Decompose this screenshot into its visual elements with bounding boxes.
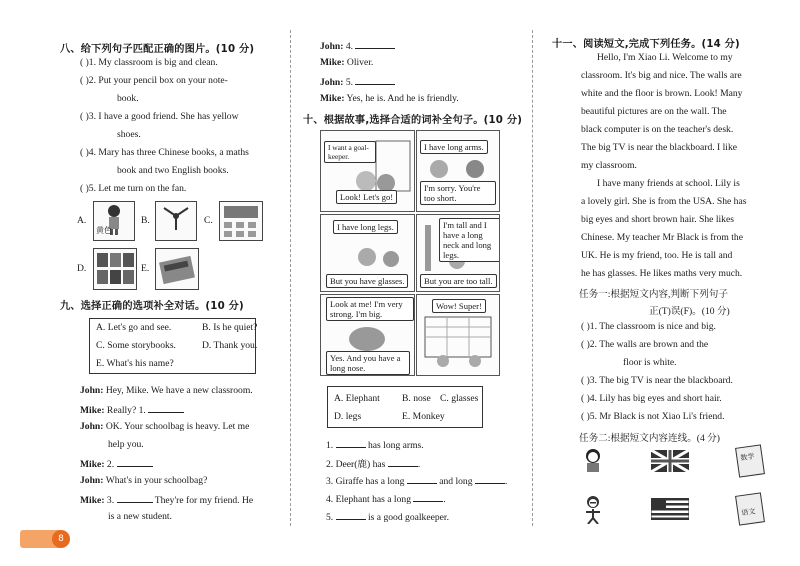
chinese-book-icon (735, 492, 765, 525)
word-a: A. Elephant (334, 393, 380, 404)
girl-yellow-shoes-image (93, 201, 135, 241)
para1-line-7: my classroom. (581, 160, 637, 171)
dialog-text: 5. (343, 77, 354, 88)
sec8-item-4-cont: book and two English books. (117, 165, 229, 176)
bubble-long-legs: I have long legs. (333, 220, 398, 234)
fill-text: . (504, 476, 508, 487)
speaker: Mike: (320, 57, 345, 68)
dialog-line-6 (80, 493, 253, 506)
page-number: 8 (52, 530, 70, 548)
fill-text: 3. Giraffe has a long (326, 476, 407, 487)
dialog-text: Oliver. (344, 57, 374, 68)
task1-item-1: ( )1. The classroom is nice and big. (581, 321, 716, 332)
bubble-long-arms: I have long arms. (420, 140, 488, 154)
para2-line-2: a lovely girl. She is from the USA. She has (581, 196, 747, 207)
para1-line-4: beautiful pictures are on the wall. The (581, 106, 727, 117)
dialog-line-3-cont: help you. (108, 439, 144, 450)
fill-text: 2. Deer(鹿) has (326, 459, 388, 470)
speaker: John: (80, 385, 104, 396)
para1-line-6: The big TV is near the blackboard. I like (581, 142, 738, 153)
task1-item-2-cont: floor is white. (623, 357, 677, 368)
sec8-item-3: ( )3. I have a good friend. She has yellow (80, 111, 239, 122)
dialog-text: What's in your schoolbag? (103, 475, 208, 486)
speaker: John: (320, 41, 344, 52)
fill-blank-3a[interactable] (407, 474, 437, 484)
mid-dialog-2 (320, 57, 373, 68)
bubble-too-tall: But you are too tall. (420, 274, 497, 288)
dialog-line-5 (80, 475, 207, 486)
sec8-item-5: ( )5. Let me turn on the fan. (80, 183, 187, 194)
fill-text: 1. (326, 440, 336, 451)
sec8-item-3-cont: shoes. (117, 129, 141, 140)
para1-line-3: white and the floor is brown. Look! Many (581, 88, 743, 99)
section-9-title: 九、选择正确的选项补全对话。(10 分) (60, 301, 244, 312)
maths-book-icon (735, 444, 765, 477)
word-bank-box (327, 386, 483, 428)
task1-item-3: ( )3. The big TV is near the blackboard. (581, 375, 733, 386)
fill-blank-5[interactable] (336, 510, 366, 520)
mid-dialog-3 (320, 75, 395, 88)
speaker: Mike: (80, 405, 105, 416)
column-divider-right (532, 30, 533, 526)
maths-book-label: 数学 (739, 452, 755, 463)
section-11-title: 十一、阅读短文,完成下列任务。(14 分) (552, 39, 740, 50)
pencil-box-notebook-image (155, 248, 199, 290)
pic-label-a: A. (77, 215, 87, 226)
fill-text: is a good goalkeeper. (365, 512, 449, 523)
fan-image (155, 201, 197, 241)
answer-blank-5[interactable] (355, 75, 395, 85)
bubble-strong: Look at me! I'm very strong. I'm big. (326, 297, 414, 321)
para1-line-5: black computer is on the teacher's desk. (581, 124, 734, 135)
column-divider-left (290, 30, 291, 526)
option-a: A. Let's go and see. (96, 322, 172, 333)
fill-text: 5. (326, 512, 336, 523)
dialog-text: 2. (104, 459, 115, 470)
word-d: D. legs (334, 411, 362, 422)
comic-panel-1 (320, 130, 415, 212)
fill-text: . (443, 494, 446, 505)
answer-blank-4[interactable] (355, 39, 395, 49)
books-image (93, 248, 137, 290)
bubble-too-short: I'm sorry. You're too short. (420, 181, 496, 205)
comic-panel-2 (416, 130, 500, 212)
para1-line-1: Hello, I'm Xiao Li. Welcome to my (597, 52, 733, 63)
para2-line-5: UK. He is my friend, too. He is tall and (581, 250, 733, 261)
bubble-long-nose: Yes. And you have a long nose. (326, 351, 410, 375)
word-b: B. nose (402, 393, 431, 404)
fill-text: and long (436, 476, 475, 487)
uk-flag-icon (651, 450, 689, 472)
bubble-goalkeeper: I want a goal-keeper. (324, 141, 376, 163)
mid-dialog-1 (320, 39, 395, 52)
para2-line-4: Chinese. My teacher Mr Black is from the (581, 232, 743, 243)
dialog-text: They're for my friend. He (152, 495, 254, 506)
teacher-mr-black-icon (580, 494, 606, 524)
comic-panel-5 (320, 294, 415, 376)
sec8-item-2: ( )2. Put your pencil box on your note- (80, 75, 228, 86)
classroom-image (219, 201, 263, 241)
answer-blank-1[interactable] (148, 403, 184, 413)
dialog-text: 4. (343, 41, 354, 52)
pic-label-b: B. (141, 215, 150, 226)
task1-item-5: ( )5. Mr Black is not Xiao Li's friend. (581, 411, 725, 422)
para2-line-3: big eyes and short brown hair. She likes (581, 214, 734, 225)
chinese-book-label: 语文 (740, 507, 756, 518)
dialog-line-4 (80, 457, 153, 470)
yellow-caption: 黄色 (96, 226, 112, 235)
pic-label-e: E. (141, 263, 150, 274)
answer-blank-2[interactable] (117, 457, 153, 467)
fill-item-3 (326, 474, 507, 487)
speaker: John: (80, 421, 104, 432)
speaker: Mike: (320, 93, 345, 104)
option-b: B. Is he quiet? (202, 322, 258, 333)
dialog-line-1 (80, 385, 253, 396)
task1-title-cont: 正(T)误(F)。(10 分) (649, 306, 730, 317)
bubble-glasses: But you have glasses. (326, 274, 408, 288)
task1-title: 任务一:根据短文内容,判断下列句子 (579, 289, 728, 300)
sec8-item-2-cont: book. (117, 93, 139, 104)
bubble-lets-go: Look! Let's go! (336, 190, 397, 204)
word-e: E. Monkey (402, 411, 445, 422)
bubble-tall-neck: I'm tall and I have a long neck and long legs. (439, 218, 500, 262)
para2-line-1: I have many friends at school. Lily is (597, 178, 740, 189)
option-c: C. Some storybooks. (96, 340, 176, 351)
fill-item-2 (326, 456, 420, 470)
fill-text: . (417, 459, 421, 470)
speaker: Mike: (80, 459, 105, 470)
usa-flag-icon (651, 498, 689, 520)
speaker: Mike: (80, 495, 105, 506)
fill-item-5 (326, 510, 449, 523)
comic-panel-4 (416, 214, 500, 292)
fill-blank-2[interactable] (388, 457, 418, 467)
bubble-wow: Wow! Super! (432, 299, 486, 313)
section-10-title: 十、根据故事,选择合适的词补全句子。(10 分) (303, 115, 523, 126)
dialog-line-6-cont: is a new student. (108, 511, 172, 522)
dialog-text: Really? 1. (104, 405, 146, 416)
sec8-item-1: ( )1. My classroom is big and clean. (80, 57, 218, 68)
dialog-line-3 (80, 421, 249, 432)
task2-title: 任务二:根据短文内容连线。(4 分) (579, 433, 720, 444)
fill-blank-1[interactable] (336, 438, 366, 448)
comic-panel-3 (320, 214, 415, 292)
speaker: John: (80, 475, 104, 486)
fill-item-4 (326, 492, 446, 505)
pic-label-c: C. (204, 215, 213, 226)
section-8-title: 八、给下列句子匹配正确的图片。(10 分) (60, 44, 255, 55)
pic-label-d: D. (77, 263, 87, 274)
dialog-text: Hey, Mike. We have a new classroom. (103, 385, 253, 396)
fill-blank-4[interactable] (413, 492, 443, 502)
dialog-text: Yes, he is. And he is friendly. (344, 93, 459, 104)
comic-panel-6 (416, 294, 500, 376)
speaker: John: (320, 77, 344, 88)
fill-text: has long arms. (365, 440, 424, 451)
fill-text: 4. Elephant has a long (326, 494, 414, 505)
dialog-text: OK. Your schoolbag is heavy. Let me (103, 421, 250, 432)
fill-item-1 (326, 438, 424, 451)
para2-line-6: he has glasses. He likes maths very much. (581, 268, 743, 279)
task1-item-2: ( )2. The walls are brown and the (581, 339, 709, 350)
dialog-text: 3. (104, 495, 115, 506)
options-box (89, 318, 256, 374)
word-c: C. glasses (440, 393, 479, 404)
dialog-line-2 (80, 403, 184, 416)
para1-line-2: classroom. It's big and nice. The walls are (581, 70, 742, 81)
girl-lily-icon (580, 447, 606, 473)
answer-blank-3[interactable] (117, 493, 153, 503)
fill-blank-3b[interactable] (475, 474, 505, 484)
task1-item-4: ( )4. Lily has big eyes and short hair. (581, 393, 722, 404)
option-e: E. What's his name? (96, 358, 174, 369)
mid-dialog-4 (320, 93, 459, 104)
option-d: D. Thank you. (202, 340, 258, 351)
sec8-item-4: ( )4. Mary has three Chinese books, a maths (80, 147, 249, 158)
